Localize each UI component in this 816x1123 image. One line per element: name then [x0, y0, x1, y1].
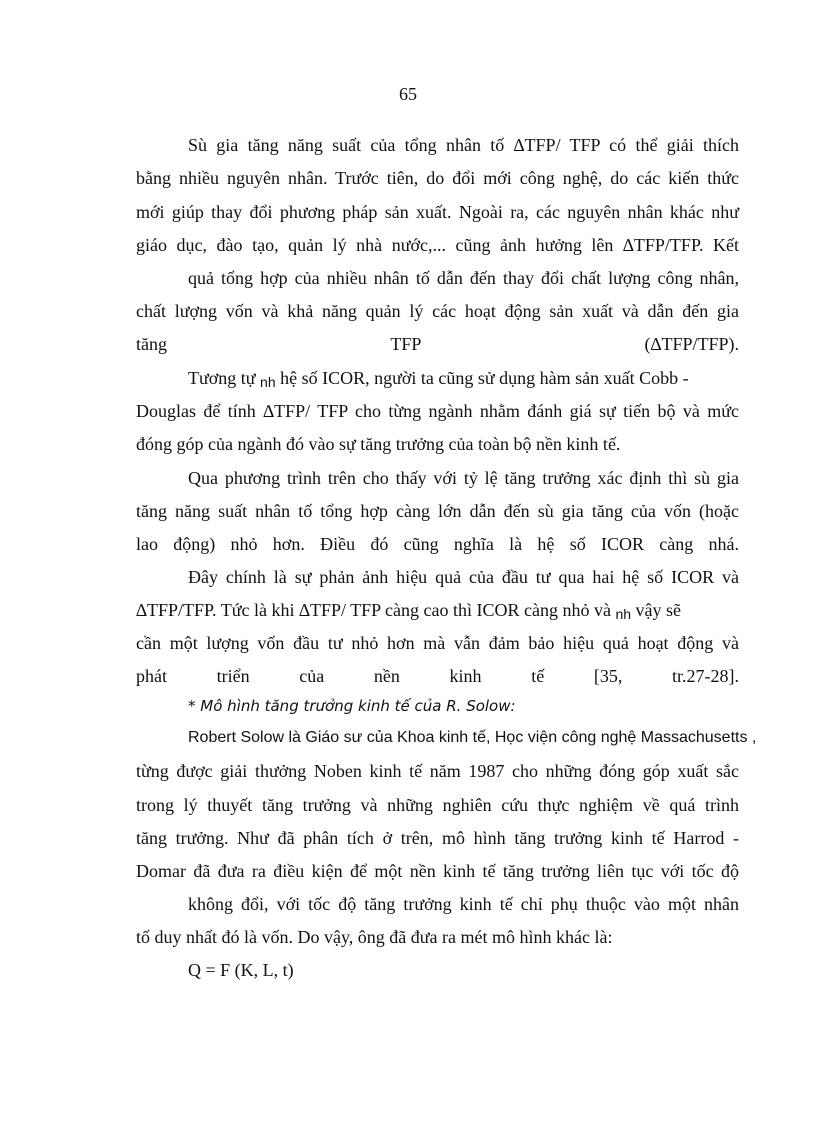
page-number: 65 [399, 84, 417, 104]
text-line: giáo dục, đào tạo, quản lý nhà nước,... cũng ảnh hưởng lên ∆TFP/TFP. Kết [136, 235, 739, 255]
text-line: tăng trưởng. Như đã phân tích ở trên, mô hình tăng trưởng kinh tế Harrod - [136, 828, 739, 848]
text-line: không đổi, với tốc độ tăng trưởng kinh tế chỉ phụ thuộc vào một nhân [188, 894, 739, 914]
text-fragment-small: nh [615, 606, 632, 622]
text-line: phát triển của nền kinh tế [35, tr.27-28]. [136, 666, 739, 686]
text-fragment: ∆TFP/TFP. Tức là khi ∆TFP/ TFP càng cao thì ICOR càng nhỏ và [136, 600, 611, 620]
text-line: Domar đã đưa ra điều kiện để một nền kinh tế tăng trưởng liên tục với tốc độ [136, 861, 739, 881]
text-line: mới giúp thay đổi phương pháp sản xuất. Ngoài ra, các nguyên nhân khác như [136, 202, 739, 222]
text-line: tăng TFP (∆TFP/TFP). [136, 334, 739, 354]
text-line: Douglas để tính ∆TFP/ TFP cho từng ngành nhằm đánh giá sự tiến bộ và mức [136, 401, 739, 421]
text-line: tăng năng suất nhân tố tổng hợp càng lớn dẫn đến sù gia tăng của vốn (hoặc [136, 501, 739, 521]
text-line: quả tổng hợp của nhiều nhân tố dẫn đến thay đổi chất lượng công nhân, [188, 268, 739, 288]
text-line: lao động) nhỏ hơn. Điều đó cũng nghĩa là hệ số ICOR càng nhá. [136, 534, 739, 554]
text-line: Đây chính là sự phản ảnh hiệu quả của đầu tư qua hai hệ số ICOR và [188, 567, 739, 587]
text-fragment: Tương tự [188, 368, 256, 388]
text-fragment: hệ số ICOR, người ta cũng sử dụng hàm sản xuất Cobb - [280, 368, 689, 388]
text-line: từng được giải thưởng Noben kinh tế năm 1987 cho những đóng góp xuất sắc [136, 761, 739, 781]
section-heading: * Mô hình tăng trưởng kinh tế của R. Solow: [188, 697, 516, 715]
text-line: chất lượng vốn và khả năng quản lý các hoạt động sản xuất và dẫn đến gia [136, 301, 739, 321]
text-line: Sù gia tăng năng suất của tổng nhân tố ∆TFP/ TFP có thể giải thích [188, 135, 739, 155]
text-line-mixed [136, 599, 739, 622]
text-line: Qua phương trình trên cho thấy với tỷ lệ tăng trưởng xác định thì sù gia [188, 468, 739, 488]
text-line: cần một lượng vốn đầu tư nhỏ hơn mà vẫn đảm bảo hiệu quả hoạt động và [136, 633, 739, 653]
text-line: bằng nhiều nguyên nhân. Trước tiên, do đổi mới công nghệ, do các kiến thức [136, 168, 739, 188]
text-line: Robert Solow là Giáo sư của Khoa kinh tế, Học viện công nghệ Massachusetts , [188, 729, 757, 746]
text-line: tố duy nhất đó là vốn. Do vậy, ông đã đưa ra mét mô hình khác là: [136, 927, 613, 947]
formula: Q = F (K, L, t) [188, 960, 294, 980]
text-line: trong lý thuyết tăng trưởng và những nghiên cứu thực nghiệm về quá trình [136, 795, 739, 815]
text-fragment: vậy sẽ [635, 600, 682, 620]
text-fragment-small: nh [260, 374, 276, 390]
text-line-mixed [188, 367, 739, 390]
text-line: đóng góp của ngành đó vào sự tăng trưởng của toàn bộ nền kinh tế. [136, 434, 621, 454]
